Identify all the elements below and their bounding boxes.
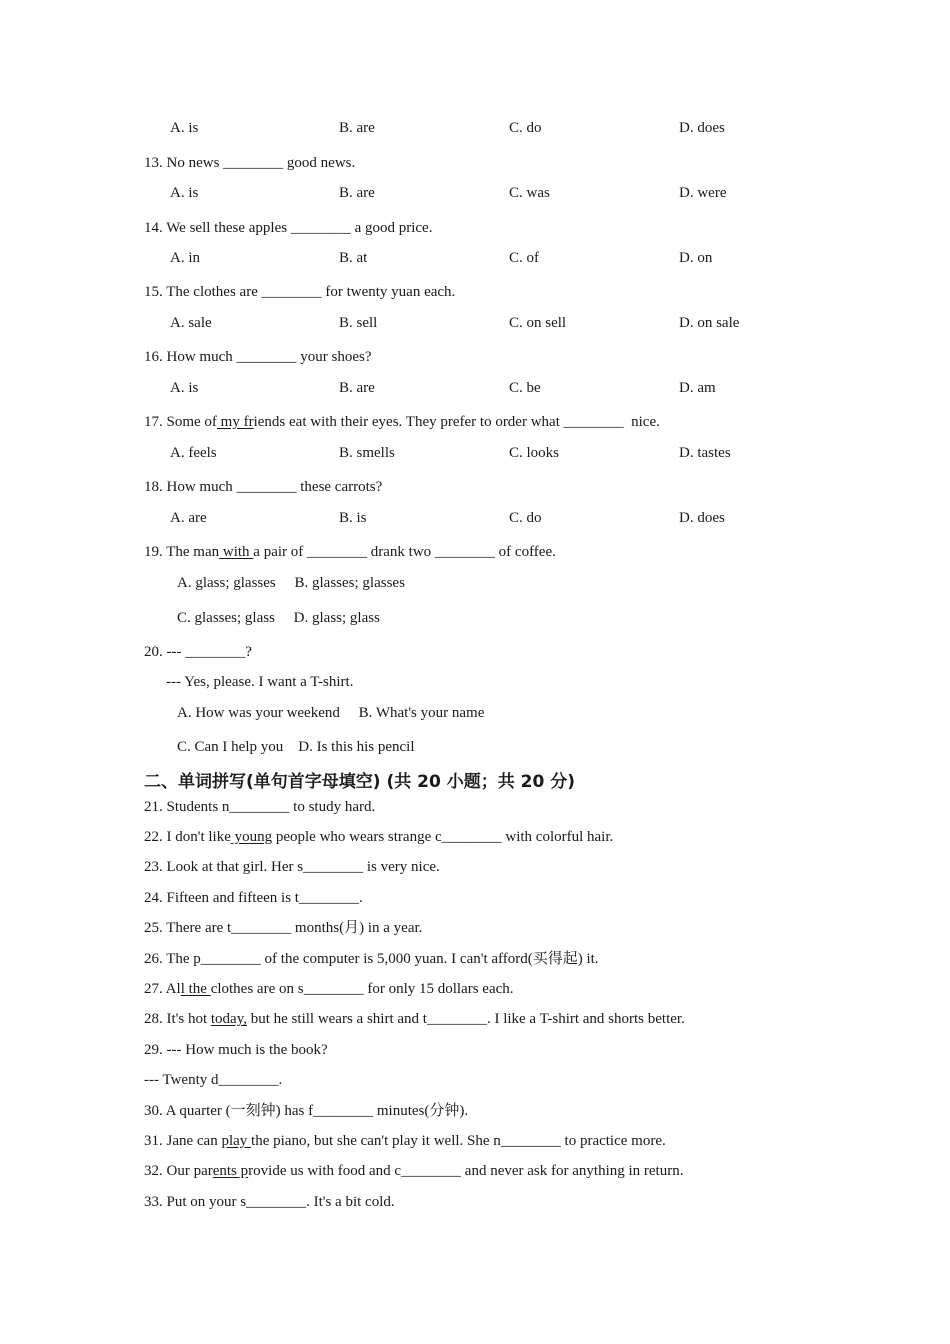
q17-stem-part1: 17. Some of [144,414,217,430]
q19-stem-underlined: with [219,544,254,560]
q20-options-line2: C. Can I help you D. Is this his pencil [177,739,415,755]
q22-underlined: young [230,829,273,845]
q12-option-d: D. does [679,120,725,136]
q12-option-a: A. is [170,120,199,136]
q13-stem: 13. No news ________ good news. [144,155,356,171]
q18-option-d: D. does [679,510,725,526]
q15-option-c: C. on sell [509,315,567,331]
q22-stem [144,827,613,847]
q13-option-c: C. was [509,185,550,201]
q31-stem [144,1131,666,1151]
q32-part1: 32. Our par [144,1163,213,1179]
q18-option-b: B. is [339,510,367,526]
q22-part1: 22. I don't like [144,829,231,845]
q26-stem: 26. The p________ of the computer is 5,000 yuan. I can't afford(买得起) it. [144,951,599,967]
q17-stem-part2: iends eat with their eyes. They prefer to order what ________ nice. [253,414,660,430]
q22-part2: people who wears strange c________ with colorful hair. [272,829,614,845]
q13-option-b: B. are [339,185,375,201]
q15-option-d: D. on sale [679,315,740,331]
q17-option-b: B. smells [339,445,395,461]
q29-reply: --- Twenty d________. [144,1072,283,1088]
q16-option-c: C. be [509,380,541,396]
q24-stem: 24. Fifteen and fifteen is t________. [144,890,363,906]
q20-stem: 20. --- ________? [144,644,252,660]
q17-stem [144,412,660,432]
q15-option-b: B. sell [339,315,378,331]
q32-stem [144,1161,683,1181]
q16-option-a: A. is [170,380,199,396]
q27-stem [144,979,514,999]
q32-part2: rovide us with food and c________ and never ask for anything in return. [248,1163,684,1179]
q28-stem [144,1009,685,1029]
q16-stem: 16. How much ________ your shoes? [144,349,372,365]
q15-stem: 15. The clothes are ________ for twenty yuan each. [144,284,456,300]
q28-part1: 28. It's hot [144,1011,211,1027]
q18-option-a: A. are [170,510,207,526]
q13-option-d: D. were [679,185,727,201]
q14-option-d: D. on [679,250,713,266]
q17-stem-underlined: my fr [216,414,254,430]
q19-options-line2: C. glasses; glass D. glass; glass [177,610,380,626]
q19-stem-part2: a pair of ________ drank two ________ of coffee. [253,544,556,560]
q31-underlined: play [221,1133,252,1149]
q33-stem: 33. Put on your s________. It's a bit cold. [144,1194,395,1210]
q20-reply: --- Yes, please. I want a T-shirt. [166,674,354,690]
q27-part1: 27. Al [144,981,181,997]
q18-stem: 18. How much ________ these carrots? [144,479,383,495]
q13-option-a: A. is [170,185,199,201]
q20-options-line1: A. How was your weekend B. What's your name [177,705,485,721]
q23-stem: 23. Look at that girl. Her s________ is very nice. [144,859,440,875]
q14-option-c: C. of [509,250,539,266]
q14-option-b: B. at [339,250,368,266]
q18-option-c: C. do [509,510,542,526]
q31-part1: 31. Jane can [144,1133,222,1149]
q28-part2: but he still wears a shirt and t________. I like a T-shirt and shorts better. [246,1011,685,1027]
q14-stem: 14. We sell these apples ________ a good price. [144,220,433,236]
q32-underlined: ents p [212,1163,249,1179]
section-2-heading: 二、单词拼写(单句首字母填空) (共 20 小题；共 20 分) [144,772,575,792]
q19-options-line1: A. glass; glasses B. glasses; glasses [177,575,405,591]
q19-stem-part1: 19. The man [144,544,220,560]
q16-option-b: B. are [339,380,375,396]
q29-stem: 29. --- How much is the book? [144,1042,328,1058]
q17-option-a: A. feels [170,445,217,461]
q15-option-a: A. sale [170,315,212,331]
q25-stem: 25. There are t________ months(月) in a year. [144,920,423,936]
q31-part2: the piano, but she can't play it well. She n________ to practice more. [251,1133,666,1149]
q17-option-c: C. looks [509,445,560,461]
q21-stem: 21. Students n________ to study hard. [144,799,376,815]
q16-option-d: D. am [679,380,716,396]
q19-stem [144,542,556,562]
q12-option-b: B. are [339,120,375,136]
q12-option-c: C. do [509,120,542,136]
q27-part2: clothes are on s________ for only 15 dollars each. [210,981,514,997]
q14-option-a: A. in [170,250,200,266]
q28-underlined: today, [210,1011,247,1027]
q30-stem: 30. A quarter (一刻钟) has f________ minutes(分钟). [144,1103,469,1119]
q17-option-d: D. tastes [679,445,731,461]
q27-underlined: l the [180,981,211,997]
